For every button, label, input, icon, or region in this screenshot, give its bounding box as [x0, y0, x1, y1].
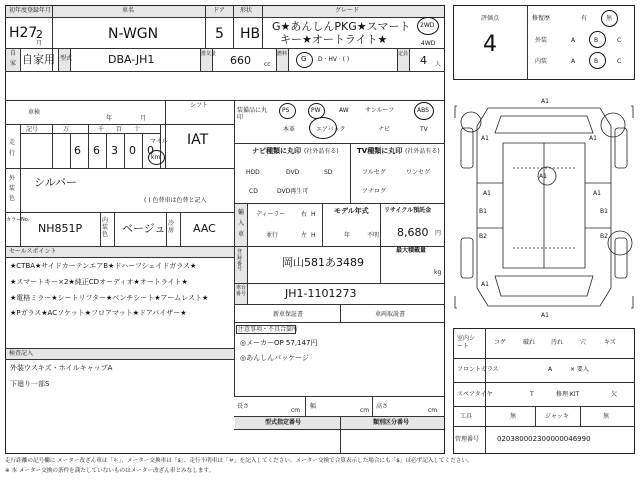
warranty-note-label: 注意事項・不具合箇所: [238, 326, 299, 333]
usage-label-2: 家: [10, 60, 17, 67]
drive-2wd: 2WD: [420, 22, 435, 29]
diagram-mark-2: A1: [481, 135, 489, 142]
ac-label: 冷房: [168, 220, 175, 235]
drive-4wd: 4WD: [421, 40, 436, 47]
recycle-value: 8,680: [397, 226, 429, 239]
jack-label: ジャッキ: [545, 413, 569, 420]
repair-label: 修復歴: [532, 15, 551, 22]
inspector-label: 検査記入: [9, 350, 34, 357]
tv-type-note: (社外品有る): [405, 148, 440, 155]
exterior-grade-a: A: [571, 37, 576, 44]
mgmt-label: 管理番号: [455, 436, 480, 443]
tv-analog: アナログ: [362, 188, 387, 195]
equip-tv: TV: [420, 126, 428, 133]
exterior-color: シルバー: [34, 176, 77, 189]
equip-airbag: エアバック: [316, 126, 346, 133]
model-year-unknown: 不明: [367, 232, 380, 239]
score-label: 評価点: [481, 15, 500, 22]
sales-line-3: ★電格ミラー★シートリフター★ベンチシート★アームレスト★: [10, 294, 209, 302]
recycle-label: リサイクル預託金: [384, 207, 432, 214]
ac-value: AAC: [193, 222, 216, 235]
front-glass-x: × 要入: [570, 366, 589, 373]
shape-label: 形状: [240, 7, 253, 14]
interior-label: 内装色: [102, 217, 109, 239]
equip-leather: 本革: [283, 126, 296, 133]
equip-ps: PS: [282, 107, 290, 114]
chassis-label: 車台番号: [236, 285, 247, 297]
height-unit: cm: [428, 407, 438, 414]
import-right: 右: [301, 211, 308, 218]
sales-line-4: ★Pガラス★ACソケット★フロアマット★ドアバイザー★: [10, 309, 187, 317]
diagram-mark-6: A1: [593, 190, 601, 197]
reg-era: H27: [9, 25, 38, 41]
diagram-mark-4: A1: [539, 173, 547, 180]
inspector-line-2: 下廻り一部S: [10, 380, 50, 388]
diagram-mark-10: B1: [600, 208, 608, 215]
length-unit: cm: [291, 407, 301, 414]
diagram-mark-11: A1: [481, 281, 489, 288]
car-damage-diagram: [453, 88, 635, 323]
import-label-1: 輸: [238, 209, 245, 216]
import-left: 左: [301, 232, 308, 239]
length-label: 長さ: [237, 403, 250, 410]
sales-line-1: ★CTBA★サイドカーテンエアB★ドハーフシェイドガラス★: [10, 262, 197, 270]
usage-value: 自家用: [22, 53, 55, 66]
seat-item-1: コゲ: [494, 339, 507, 346]
doors-value: 5: [215, 26, 224, 42]
tools-label: 工具: [460, 413, 473, 420]
unit-mile: マイル: [150, 138, 168, 145]
diagram-mark-1: A1: [541, 98, 549, 105]
max-load-label: 最大積載量: [396, 247, 427, 254]
front-glass-label: フロントガラス: [457, 366, 499, 373]
doors-label: ドア: [213, 7, 225, 14]
tv-fullseg: フルセグ: [362, 169, 386, 176]
repair-no: 無: [606, 15, 613, 22]
capacity-unit: 人: [435, 61, 442, 68]
color-no-label: カラーNo.: [6, 217, 30, 223]
height-label: 高さ: [376, 403, 389, 410]
inspector-line-1: 外装ウスキズ・ホイルキャップA: [10, 364, 113, 372]
diagram-mark-12: A1: [541, 312, 549, 319]
prefix-2: 千: [98, 126, 105, 133]
inspection-label: 車検: [28, 109, 41, 116]
tv-oneseg: ワンセグ: [406, 169, 431, 176]
disp-label: 排気量: [201, 51, 217, 57]
plate-label: 登録番号: [237, 249, 243, 273]
width-label: 幅: [310, 403, 317, 410]
prefix-3: 百: [116, 126, 123, 133]
run-label-2: 行: [9, 150, 16, 157]
unit-km: km: [151, 154, 161, 161]
diagram-mark-9: B2: [600, 233, 608, 240]
diagram-mark-8: B2: [479, 233, 487, 240]
navi-cd: CD: [249, 188, 258, 195]
mileage-digit-5: 0: [147, 144, 154, 157]
insp-year-label: 年: [106, 115, 113, 122]
prefix-1: 万: [63, 126, 70, 133]
diagram-mark-5: A1: [483, 190, 491, 197]
import-label-3: 車: [238, 231, 245, 238]
displacement: 660: [230, 54, 251, 67]
equip-pw: PW: [311, 107, 321, 114]
interior-seat-label: 室内シート: [457, 335, 476, 350]
chassis-value: JH1-1101273: [285, 287, 357, 300]
import-dealer: ディーラー: [256, 211, 286, 218]
model-year-unit: 年: [344, 232, 351, 239]
fuel-g: G: [301, 55, 307, 63]
exterior-label-3: 色: [9, 195, 16, 202]
max-load-unit: kg: [434, 269, 442, 276]
exterior-grade-label: 外装: [535, 37, 548, 44]
equip-navi: ナビ: [378, 126, 391, 133]
equip-abs: ABS: [417, 107, 429, 114]
navi-hdd: HDD: [246, 169, 260, 176]
exterior-label-2: 装: [9, 185, 16, 192]
warranty-line-2: ◎あんしんパッケージ: [240, 354, 309, 362]
equip-sunroof: サンルーフ: [365, 107, 395, 114]
capacity: 4: [420, 54, 427, 67]
row1-header-band: [6, 6, 444, 17]
spare-label: スペアタイヤ: [457, 391, 493, 398]
equip-aw: AW: [339, 107, 349, 114]
usage-label-1: 自: [10, 50, 17, 57]
model-year-label: モデル年式: [334, 207, 369, 215]
import-h1: H: [311, 211, 316, 218]
seat-item-4: 穴: [580, 339, 587, 346]
shift-label: シフト: [190, 102, 209, 109]
recycle-yen: 円: [435, 230, 442, 237]
warranty-line-1: ◎メーカーOP 57,147円: [240, 339, 318, 347]
mileage-digit-2: 6: [93, 144, 100, 157]
prefix-4: 十: [134, 126, 141, 133]
interior-grade-c: C: [617, 58, 622, 65]
mgmt-no: 020380002300000046990: [497, 435, 591, 443]
car-name-label: 車名: [122, 7, 135, 14]
diagram-mark-3: A1: [589, 135, 597, 142]
interior-grade-label: 内装: [535, 58, 548, 65]
exterior-grade-c: C: [617, 37, 622, 44]
mileage-digit-1: 6: [74, 144, 81, 157]
capacity-label: 定員: [398, 51, 409, 57]
run-label-1: 走: [9, 139, 16, 146]
month-unit: 月: [36, 40, 43, 47]
spare-none: 欠: [611, 391, 618, 398]
new-car-warranty: 新車保証書: [273, 311, 304, 318]
width-unit: cm: [360, 407, 370, 414]
footer-line-1: 走行距離の記号欄に メーター改ざん車は「＊」、メーター交換車は「$」、走行不明車は「＃」を記入してください。メーター交換で合算表示した場合にも「$」は必ず記入してください。: [5, 458, 473, 464]
grade-line-2: キー★オートライト★: [280, 33, 388, 46]
color-change-note: ( ) 色替車は色替と記入: [144, 197, 207, 204]
insp-month-label: 月: [140, 115, 147, 122]
spare-t: T: [530, 391, 534, 398]
tv-type-label: TV種類に丸印: [357, 147, 403, 155]
import-h2: H: [311, 232, 316, 239]
exterior-label-1: 外: [9, 175, 16, 182]
spare-kit: 修理 KIT: [556, 391, 580, 398]
navi-type-note: (社外品有る): [304, 148, 339, 155]
mileage-digit-4: 0: [129, 144, 136, 157]
seat-item-5: キズ: [604, 339, 616, 346]
grade-label: グレード: [335, 7, 360, 14]
tools-value: 無: [510, 413, 517, 420]
seat-item-3: 汚れ: [551, 339, 564, 346]
note-label: 記号: [26, 126, 39, 133]
diagram-mark-7: B1: [479, 208, 487, 215]
navi-sd: SD: [324, 169, 333, 176]
import-label-2: 入: [238, 220, 245, 227]
front-glass-a: A: [548, 366, 553, 373]
equipment-label: 装備品に丸印: [237, 107, 268, 122]
type-no-label: 型式指定番号: [265, 419, 302, 426]
class-no-label: 類別区分番号: [373, 419, 410, 426]
interior-color: ベージュ: [122, 222, 166, 235]
car-name: N-WGN: [108, 26, 159, 42]
model-label: 型式: [60, 55, 73, 62]
fuel-others: D · HV · ( ): [318, 56, 350, 63]
import-parallel: 並行: [266, 232, 279, 239]
reg-year-label: 初年度登録年月: [9, 7, 52, 14]
jack-value: 無: [603, 413, 610, 420]
exterior-grade-b: B: [594, 37, 599, 44]
grade-line-1: G★あんしんPKG★スマート: [272, 20, 411, 33]
sales-line-2: ★スマートキー×2★純正CDオーディオ★オートライト★: [10, 278, 188, 286]
shift-value: IAT: [187, 132, 209, 148]
fuel-label: 燃料: [277, 51, 288, 57]
model-value: DBA-JH1: [108, 53, 155, 66]
navi-dvdplay: DVD再生可: [277, 188, 309, 195]
footer-line-2: ※ 本 メーター交換の条件を満たしていないものはメーター改ざん車とみなします。: [5, 468, 215, 474]
shape-value: HB: [240, 26, 261, 42]
navi-type-label: ナビ種類に丸印: [252, 147, 301, 155]
reg-month: 2: [36, 28, 43, 41]
interior-grade-a: A: [571, 58, 576, 65]
manual-label: 車両取説書: [375, 311, 406, 318]
disp-unit: cc: [264, 61, 271, 68]
mileage-digit-3: 3: [111, 144, 118, 157]
score-value: 4: [483, 32, 497, 57]
interior-grade-b: B: [594, 58, 599, 65]
seat-item-2: 破れ: [523, 339, 536, 346]
navi-dvd: DVD: [286, 169, 300, 176]
plate-value: 岡山581あ3489: [282, 256, 364, 269]
repair-yes: 有: [581, 15, 588, 22]
sales-points-label: セールスポイント: [9, 248, 57, 255]
color-no: NH851P: [38, 222, 83, 235]
